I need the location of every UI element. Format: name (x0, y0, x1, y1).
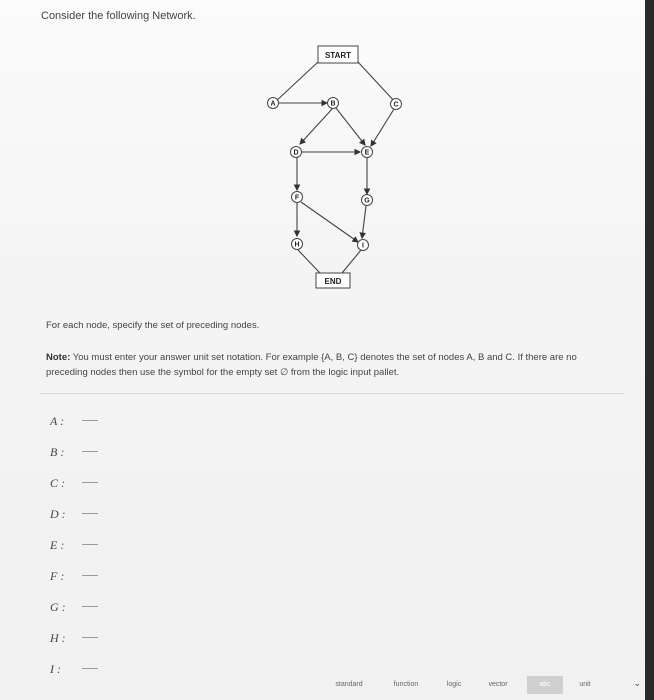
node-c (391, 99, 402, 110)
answer-label: H : (50, 631, 66, 645)
answer-input[interactable] (82, 668, 98, 669)
answer-row-d (48, 503, 248, 523)
palette-tab-function[interactable]: function (393, 681, 419, 688)
answer-label: F : (50, 569, 65, 583)
answer-row-a (48, 410, 248, 430)
node-h (292, 239, 303, 250)
note-label: Note: (46, 352, 71, 363)
palette-tab-abc[interactable]: abc (527, 676, 563, 694)
palette-tab-unit[interactable]: unit (579, 681, 591, 688)
answer-label: I : (50, 662, 61, 676)
start-label: START (324, 51, 352, 60)
svg-text:I: I (362, 242, 364, 250)
answer-row-i (48, 658, 248, 678)
chevron-down-icon[interactable]: ⌄ (633, 678, 641, 688)
start-box (318, 46, 358, 63)
answer-row-b (48, 441, 248, 461)
answer-label: G : (50, 600, 66, 614)
question-prompt: Consider the following Network. (41, 10, 196, 22)
answer-input[interactable] (82, 513, 98, 514)
edge-c-e (371, 109, 394, 146)
answer-input[interactable] (82, 482, 98, 483)
answer-input[interactable] (82, 420, 98, 421)
svg-text:H: H (294, 241, 300, 249)
edge-i-end (342, 250, 361, 273)
answer-label: D : (50, 507, 66, 521)
palette-tab-standard[interactable]: standard (335, 681, 363, 688)
edge-h-end (298, 250, 320, 273)
answer-row-c (48, 472, 248, 492)
answer-row-g (48, 596, 248, 616)
node-d (291, 147, 302, 158)
end-box (316, 273, 350, 288)
input-palette (320, 676, 645, 694)
answer-row-h (48, 627, 248, 647)
node-a (268, 98, 279, 109)
end-label: END (324, 277, 342, 286)
svg-text:A: A (270, 100, 276, 108)
node-e (362, 147, 373, 158)
instruction-text: For each node, specify the set of preceding nodes. (46, 320, 260, 331)
svg-text:G: G (364, 197, 370, 205)
answer-input[interactable] (82, 451, 98, 452)
answer-input[interactable] (82, 637, 98, 638)
node-g (362, 195, 373, 206)
svg-text:D: D (293, 149, 299, 157)
note-text: You must enter your answer unit set notation. For example {A, B, C} denotes the set of nodes A, B and C. If there are no preceding nodes then use the symbol for the empty set ∅ from the logic input pallet. (46, 352, 577, 378)
answer-input[interactable] (82, 544, 98, 545)
edge-b-e (336, 108, 365, 145)
answer-label: B : (50, 445, 65, 459)
answer-label: E : (50, 538, 65, 552)
svg-text:F: F (294, 194, 300, 202)
palette-tab-vector[interactable]: vector (488, 681, 508, 688)
answer-label: C : (50, 476, 65, 490)
answer-input[interactable] (82, 606, 98, 607)
edge-g-i (362, 206, 366, 238)
answer-row-f (48, 565, 248, 585)
svg-text:E: E (364, 149, 370, 157)
node-i (358, 240, 369, 251)
edge-start-a (274, 62, 318, 103)
edge-start-c (358, 62, 396, 103)
svg-text:C: C (393, 101, 399, 109)
note-block (46, 350, 621, 380)
edge-b-d (300, 108, 333, 144)
divider (40, 393, 625, 394)
node-b (328, 98, 339, 109)
network-diagram (0, 0, 654, 310)
svg-text:B: B (330, 100, 336, 108)
edge-f-i (301, 202, 358, 242)
palette-tab-logic[interactable]: logic (446, 681, 462, 688)
answer-label: A : (50, 414, 65, 428)
answer-row-e (48, 534, 248, 554)
answer-input[interactable] (82, 575, 98, 576)
node-f (292, 192, 303, 203)
